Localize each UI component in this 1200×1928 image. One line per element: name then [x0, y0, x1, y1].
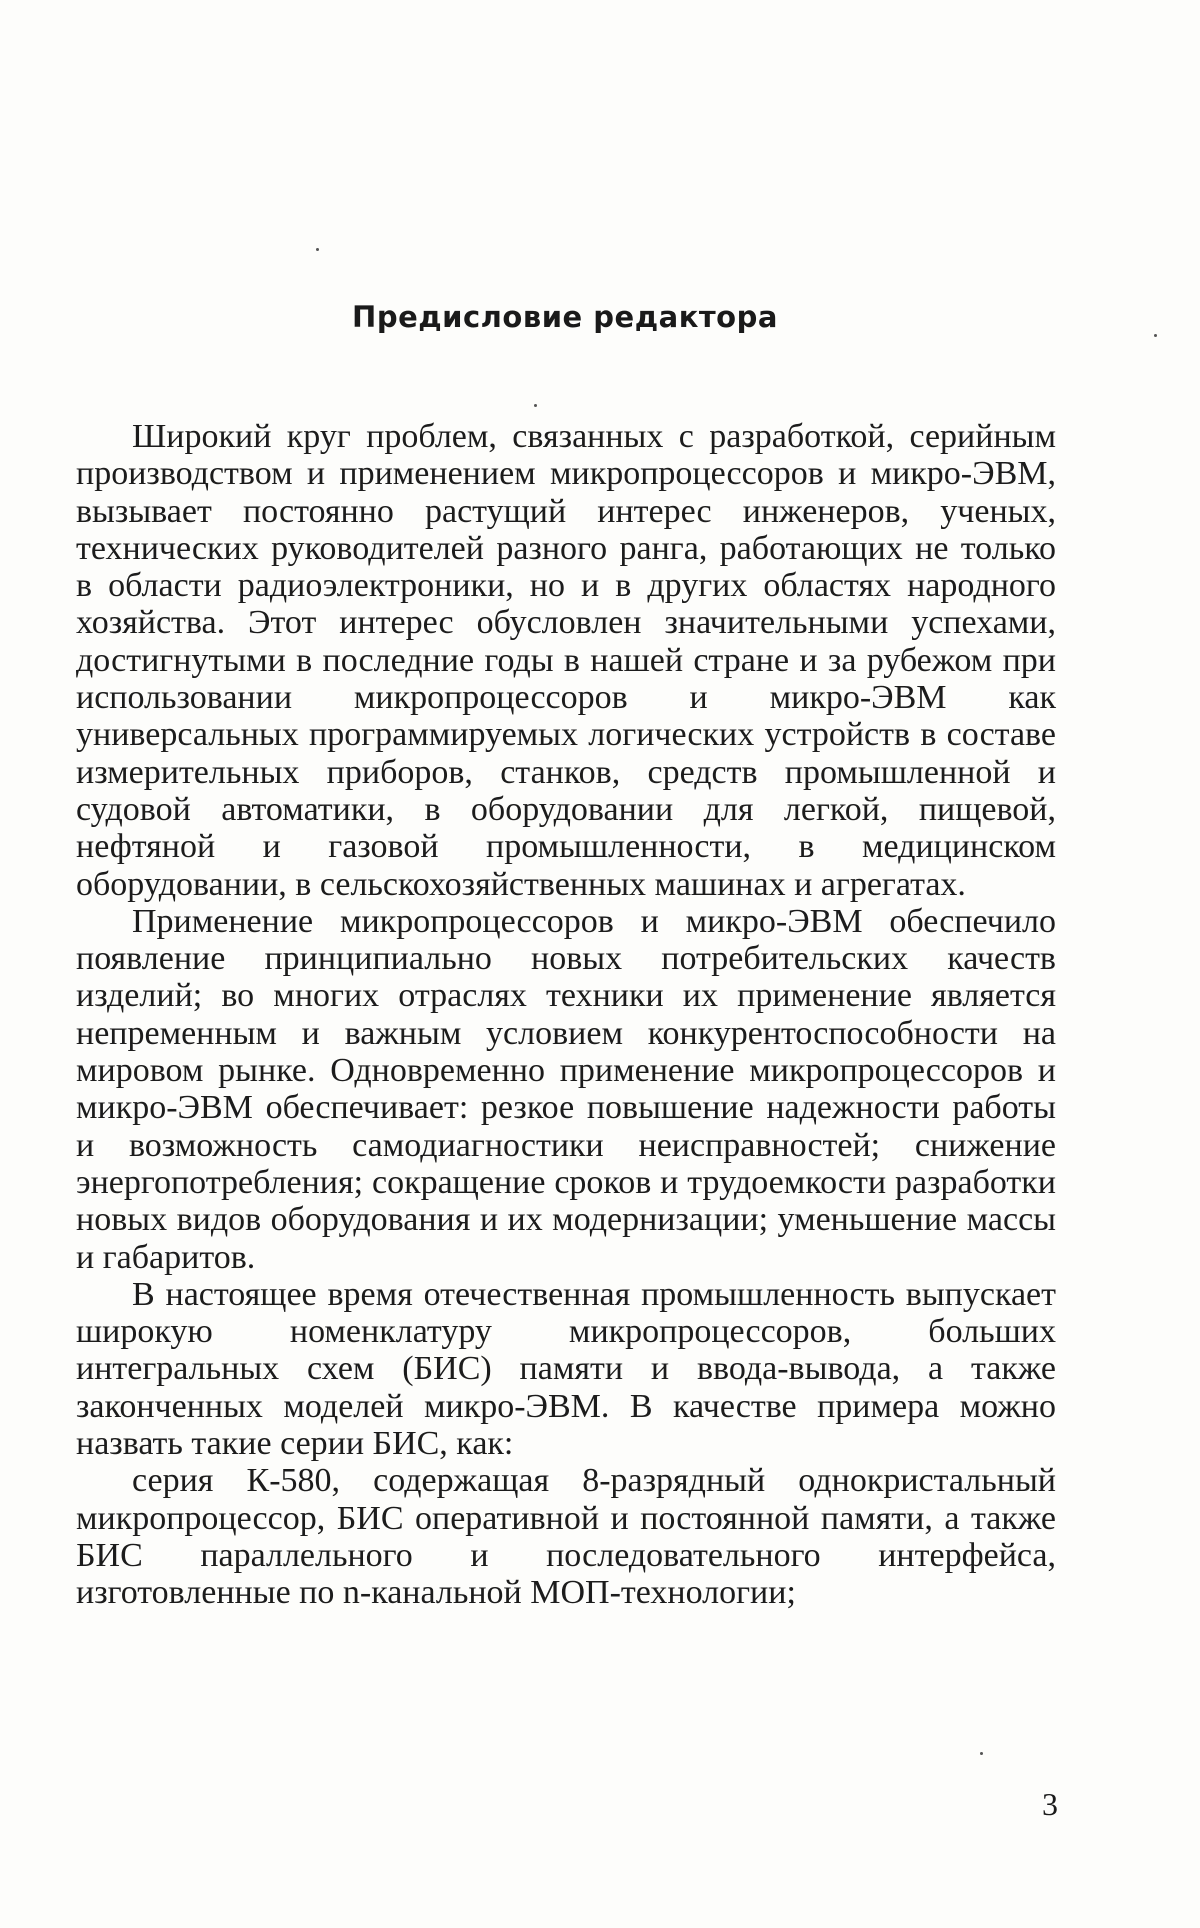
scan-speck	[980, 1752, 983, 1755]
scan-speck	[534, 404, 537, 407]
scan-speck	[1154, 334, 1157, 337]
scan-speck	[316, 248, 319, 251]
paragraph-3: В настоящее время отечественная промышленность выпускает широкую номенклатуру микропроцессоров, больших интегральных схем (БИС) памяти и ввода-вывода, а также законченных моделей микро-ЭВМ. В качестве примера можно назвать такие серии БИС, как:	[76, 1275, 1056, 1463]
paragraph-4: серия К-580, содержащая 8-разрядный однокристальный микропроцессор, БИС оперативной и постоянной памяти, а также БИС параллельного и последовательного интерфейса, изготовленные по n-канальной МОП-технологии;	[76, 1462, 1056, 1612]
page-number: 3	[1042, 1786, 1058, 1822]
page-heading: Предисловие редактора	[352, 300, 778, 334]
paragraph-2: Применение микропроцессоров и микро-ЭВМ обеспечило появление принципиально новых потребительских качеств изделий; во многих отраслях техники их применение является непременным и важным условием конкурентоспособности на мировом рынке. Одновременно применение микропроцессоров и микро-ЭВМ обеспечивает: резкое повышение надежности работы и возможность самодиагностики неисправностей; снижение энергопотребления; сокращение сроков и трудоемкости разработки новых видов оборудования и их модернизации; уменьшение массы и габаритов.	[76, 902, 1056, 1276]
body-text	[76, 418, 1056, 1612]
paragraph-1: Широкий круг проблем, связанных с разработкой, серийным производством и применением микропроцессоров и микро-ЭВМ, вызывает постоянно растущий интерес инженеров, ученых, технических руководителей разного ранга, работающих не только в области радиоэлектроники, но и в других областях народного хозяйства. Этот интерес обусловлен значительными успехами, достигнутыми в последние годы в нашей стране и за рубежом при использовании микропроцессоров и микро-ЭВМ как универсальных программируемых логических устройств в составе измерительных приборов, станков, средств промышленной и судовой автоматики, в оборудовании для легкой, пищевой, нефтяной и газовой промышленности, в медицинском оборудовании, в сельскохозяйственных машинах и агрегатах.	[76, 418, 1056, 903]
